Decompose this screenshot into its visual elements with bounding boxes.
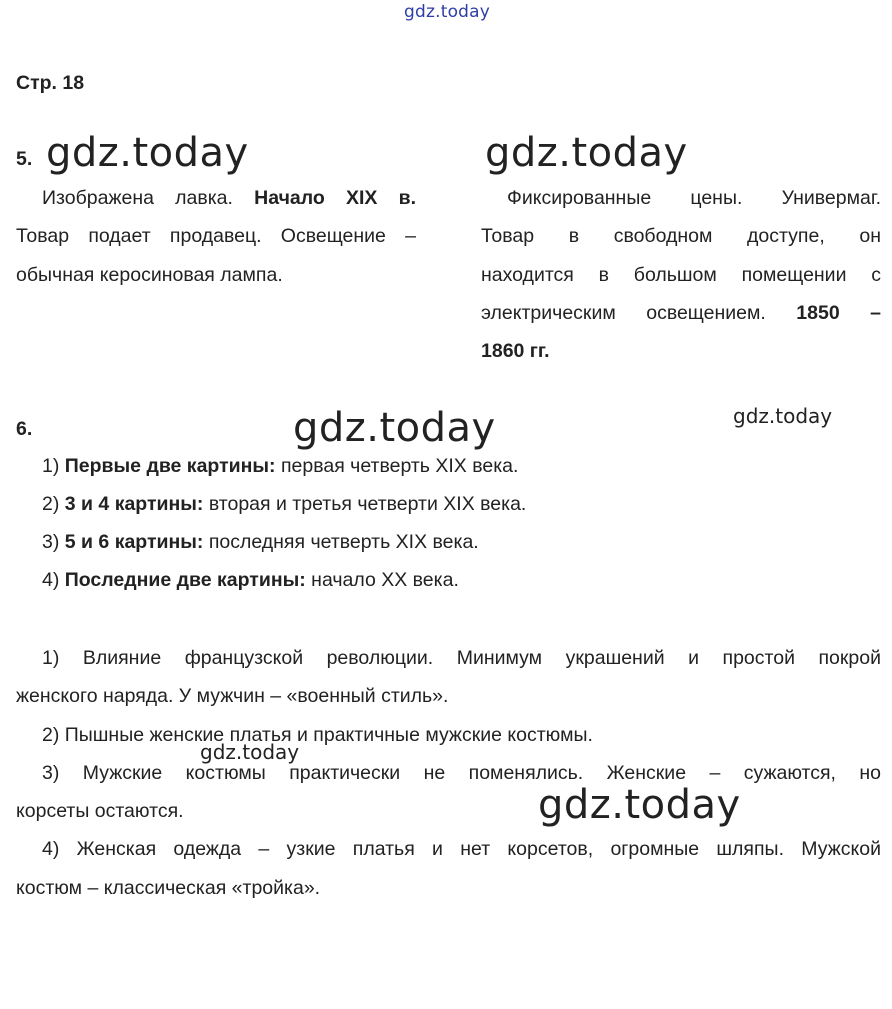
task5-number: 5.	[16, 148, 33, 170]
list-item-number: 2)	[42, 493, 65, 515]
task5-right-line-4-text: электрическим освещением.	[481, 301, 797, 324]
task5-left-line-2: Товар подает продавец. Освещение –	[16, 225, 416, 248]
task5-left-line-3: обычная керосиновая лампа.	[16, 263, 283, 286]
watermark-task5-right: gdz.today	[485, 130, 688, 176]
task6-number: 6.	[16, 418, 33, 440]
watermark-mid-small: gdz.today	[200, 740, 300, 764]
watermark-mid-big: gdz.today	[538, 782, 741, 828]
task5-right-line-1: Фиксированные цены. Универмаг.	[507, 187, 881, 209]
task5-right-line-5	[481, 332, 881, 370]
task6-list-item	[42, 495, 526, 515]
list-item-number: 1)	[42, 455, 65, 477]
list-item-text: первая четверть XIX века.	[275, 455, 519, 477]
watermark-task5-left: gdz.today	[46, 130, 249, 176]
list-item-bold: Последние две картины:	[64, 569, 306, 591]
paragraph-3-line-2: корсеты остаются.	[16, 800, 184, 823]
task5-left-line-1-text: Изображена лавка.	[42, 187, 255, 209]
page-number: Стр. 18	[16, 72, 85, 94]
list-item-text: вторая и третья четверти XIX века.	[203, 493, 527, 515]
list-item-number: 4)	[42, 569, 65, 591]
task5-right-column	[481, 179, 881, 370]
watermark-task6-right: gdz.today	[733, 404, 833, 428]
task6-list-item	[42, 533, 479, 553]
paragraph-3-line-1: 3) Мужские костюмы практически не поменялись. Женские – сужаются, но	[42, 761, 881, 784]
list-item-bold: 3 и 4 картины:	[64, 493, 204, 515]
paragraph-4-line-1: 4) Женская одежда – узкие платья и нет корсетов, огромные шляпы. Мужской	[42, 838, 881, 861]
task6-list-item	[42, 457, 518, 477]
task5-right-line-2: Товар в свободном доступе, он	[481, 225, 881, 248]
task5-right-line-5-bold: 1860 гг.	[481, 340, 550, 363]
list-item-bold: Первые две картины:	[64, 455, 276, 477]
task5-right-line-4	[481, 294, 881, 332]
list-item-text: начало XX века.	[305, 569, 459, 591]
watermark-task6-center: gdz.today	[293, 405, 496, 451]
paragraph-1-line-1: 1) Влияние французской революции. Минимум украшений и простой покрой	[42, 647, 881, 669]
task5-left-line-1	[16, 179, 416, 217]
task5-left-column	[16, 179, 416, 294]
list-item-bold: 5 и 6 картины:	[64, 531, 204, 553]
paragraph-1-line-2: женского наряда. У мужчин – «военный стиль».	[16, 685, 449, 708]
list-item-text: последняя четверть XIX века.	[203, 531, 479, 553]
task6-paragraphs	[16, 639, 881, 907]
task6-list-item	[42, 571, 459, 591]
task5-right-line-3: находится в большом помещении с	[481, 263, 881, 286]
watermark-top: gdz.today	[404, 2, 491, 22]
list-item-number: 3)	[42, 531, 65, 553]
task5-right-line-4-bold: 1850 –	[796, 301, 881, 324]
task5-left-line-1-bold: Начало XIX в.	[254, 187, 416, 209]
paragraph-4-line-2: костюм – классическая «тройка».	[16, 876, 321, 899]
paragraph-2-line-1: 2) Пышные женские платья и практичные мужские костюмы.	[42, 723, 593, 746]
